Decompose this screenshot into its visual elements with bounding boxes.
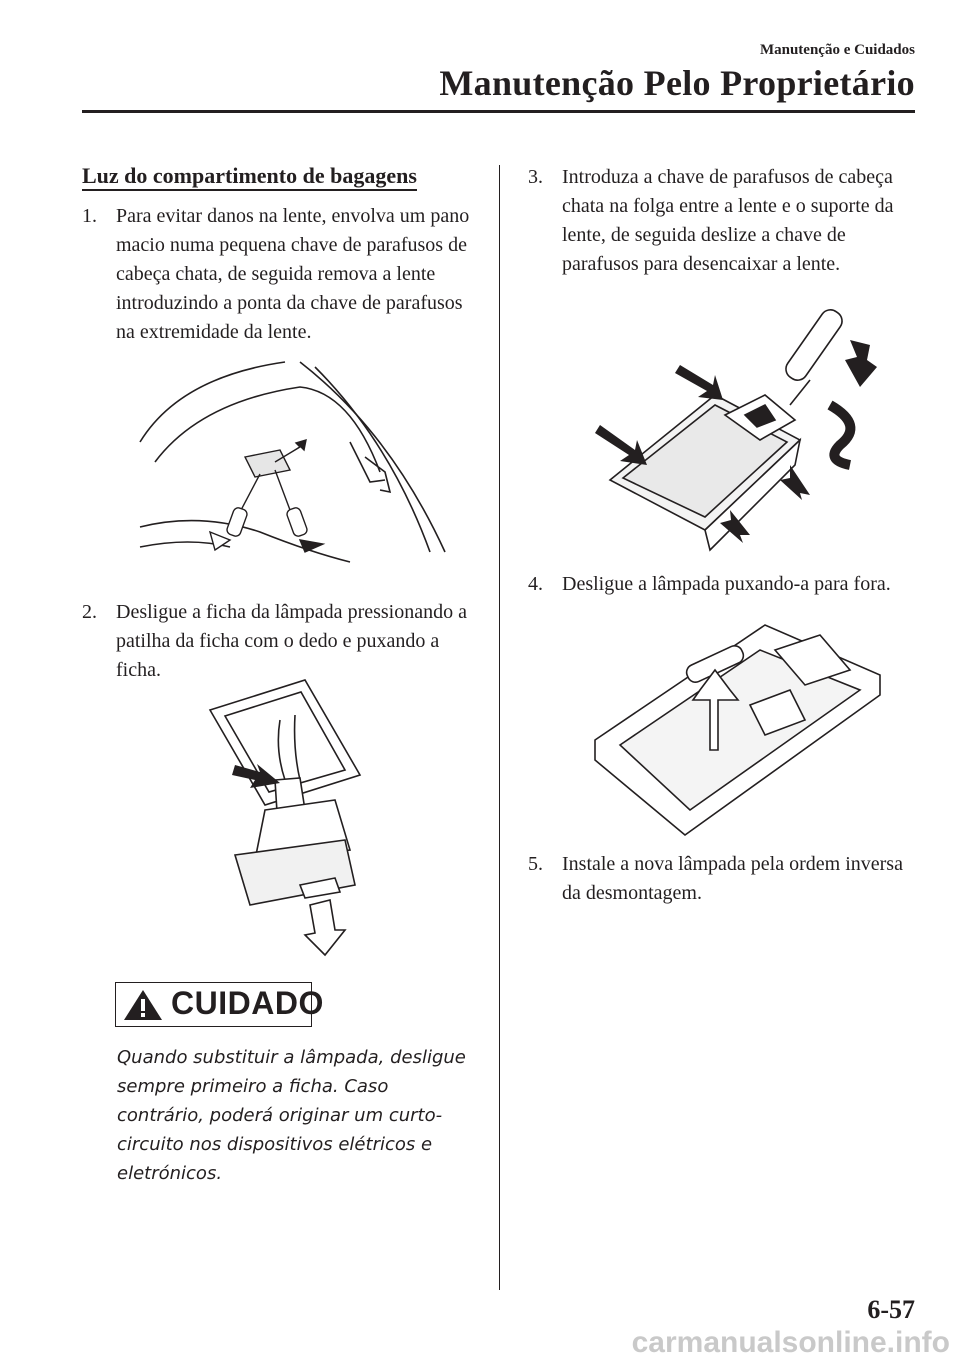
step-4 (528, 570, 916, 599)
step-number: 2. (82, 601, 97, 623)
warning-triangle-icon (122, 988, 164, 1022)
step-text: Para evitar danos na lente, envolva um pano macio numa pequena chave de parafusos de cabeça chata, de seguida remova a lente introduzindo a ponta da chave de parafusos na extremidade da lente. (116, 205, 470, 343)
watermark: carmanualsonline.info (631, 1326, 950, 1359)
caution-text: Quando substituir a lâmpada, desligue sempre primeiro a ficha. Caso contrário, poderá originar um curto-circuito nos dispositivos elétricos e eletrónicos. (117, 1047, 466, 1184)
illustration-pry-lens (595, 295, 885, 560)
step-number: 1. (82, 205, 97, 227)
illustration-bulb-removal (590, 620, 888, 835)
illustration-unplug-connector (205, 680, 365, 960)
step-text: Instale a nova lâmpada pela ordem inversa da desmontagem. (562, 853, 903, 904)
step-3 (528, 163, 916, 279)
section-header: Manutenção Pelo Proprietário (439, 63, 915, 103)
step-5 (528, 850, 916, 908)
column-divider (499, 165, 500, 1290)
header-rule (82, 110, 915, 113)
step-number: 4. (528, 573, 543, 595)
step-text: Introduza a chave de parafusos de cabeça chata na folga entre a lente e o suporte da lente, de seguida deslize a chave de parafusos para desencaixar a lente. (562, 166, 894, 275)
chapter-title: Manutenção e Cuidados (759, 42, 915, 58)
step-number: 5. (528, 853, 543, 875)
step-2 (82, 598, 482, 685)
step-number: 3. (528, 166, 543, 188)
section-title (82, 163, 417, 189)
caution-label: CUIDADO (171, 985, 324, 1021)
step-1 (82, 202, 482, 347)
step-text: Desligue a lâmpada puxando-a para fora. (562, 573, 891, 595)
page-number: 6-57 (867, 1295, 915, 1324)
illustration-lens-removal (140, 362, 450, 562)
step-text: Desligue a ficha da lâmpada pressionando a patilha da ficha com o dedo e puxando a ficha. (116, 601, 467, 681)
section-title-text: Luz do compartimento de bagagens (82, 163, 417, 191)
